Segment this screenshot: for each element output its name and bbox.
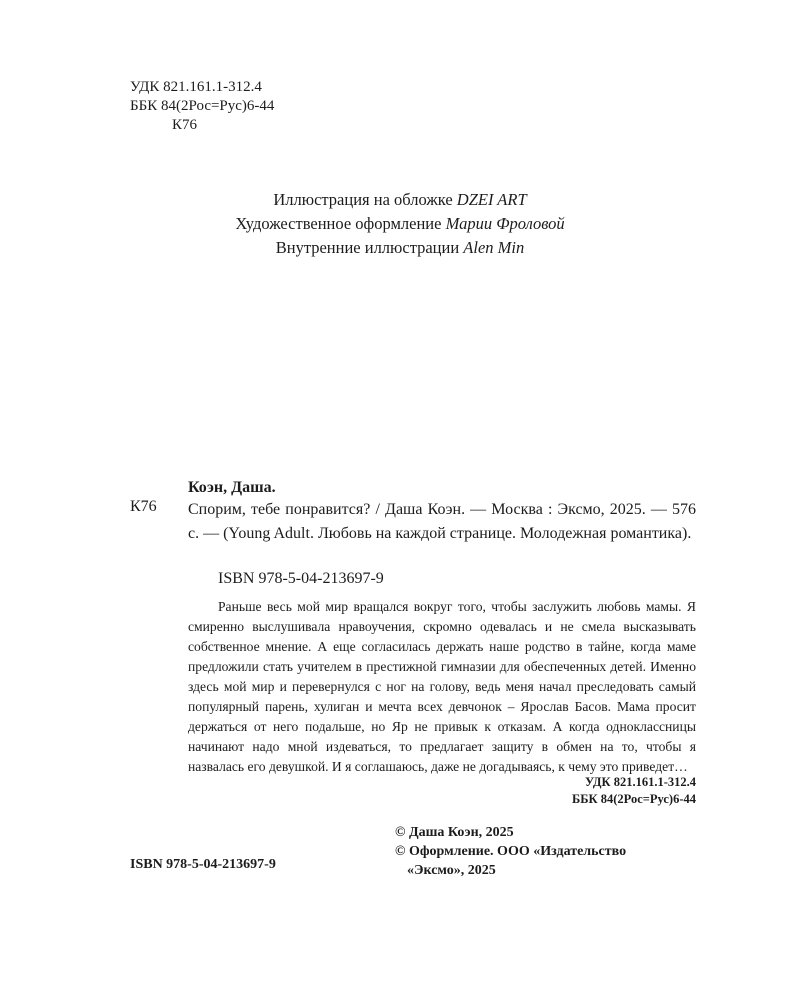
annotation-udk: УДК 821.161.1-312.4 — [585, 775, 696, 789]
annotation-bbk: ББК 84(2Рос=Рус)6-44 — [572, 792, 696, 806]
credit-illustrations: Внутренние иллюстрации Alen Min — [275, 238, 525, 257]
bbk-code: ББК 84(2Рос=Рус)6-44 — [130, 98, 275, 114]
classification-block — [130, 78, 274, 135]
credit-cover: Иллюстрация на обложке DZEI ART — [273, 190, 527, 209]
copyright-design-2: «Эксмо», 2025 — [407, 863, 496, 878]
catalog-isbn: ISBN 978-5-04-213697-9 — [218, 570, 384, 587]
catalog-description: Спорим, тебе понравится? / Даша Коэн. — Москва : Эксмо, 2025. — 576 с. — (Young Adult. Любовь на каждой странице. Молодежная романтика). — [188, 501, 696, 542]
catalog-mark: К76 — [130, 498, 157, 515]
author-mark: К76 — [172, 117, 198, 133]
credit-name: DZEI ART — [456, 190, 527, 209]
copyright-author: © Даша Коэн, 2025 — [395, 825, 514, 840]
copyright-design-1: © Оформление. ООО «Издательство — [395, 844, 627, 859]
credit-design: Художественное оформление Марии Фроловой — [235, 214, 565, 233]
annotation-text: Раньше весь мой мир вращался вокруг того, чтобы заслужить любовь мамы. Я смиренно выслушивала нравоучения, скромно одевалась и не смела высказывать собственное мнение. А еще согласилась держать наше родство в тайне, когда маме предложили стать учителем в престижной гимназии для обеспеченных детей. Именно здесь мой мир и перевернулся с ног на голову, ведь меня начал преследовать самый популярный парень, хулиган и мечта всех девчонок – Ярослав Басов. Мама просит держаться от него подальше, но Яр не привык к отказам. А когда одноклассницы начинают надо мной издеваться, то предлагает защиту в обмен на то, чтобы я назвалась его девушкой. И я соглашаюсь, даже не догадываясь, к чему это приведет… — [188, 599, 696, 774]
credit-name: Alen Min — [463, 238, 525, 257]
annotation-codes — [520, 774, 696, 808]
credit-name: Марии Фроловой — [445, 214, 565, 233]
bottom-isbn: ISBN 978-5-04-213697-9 — [130, 857, 276, 872]
udk-code: УДК 821.161.1-312.4 — [130, 79, 262, 95]
catalog-author: Коэн, Даша. — [188, 479, 276, 496]
copyright-block — [395, 823, 626, 880]
credits-block — [0, 188, 800, 260]
